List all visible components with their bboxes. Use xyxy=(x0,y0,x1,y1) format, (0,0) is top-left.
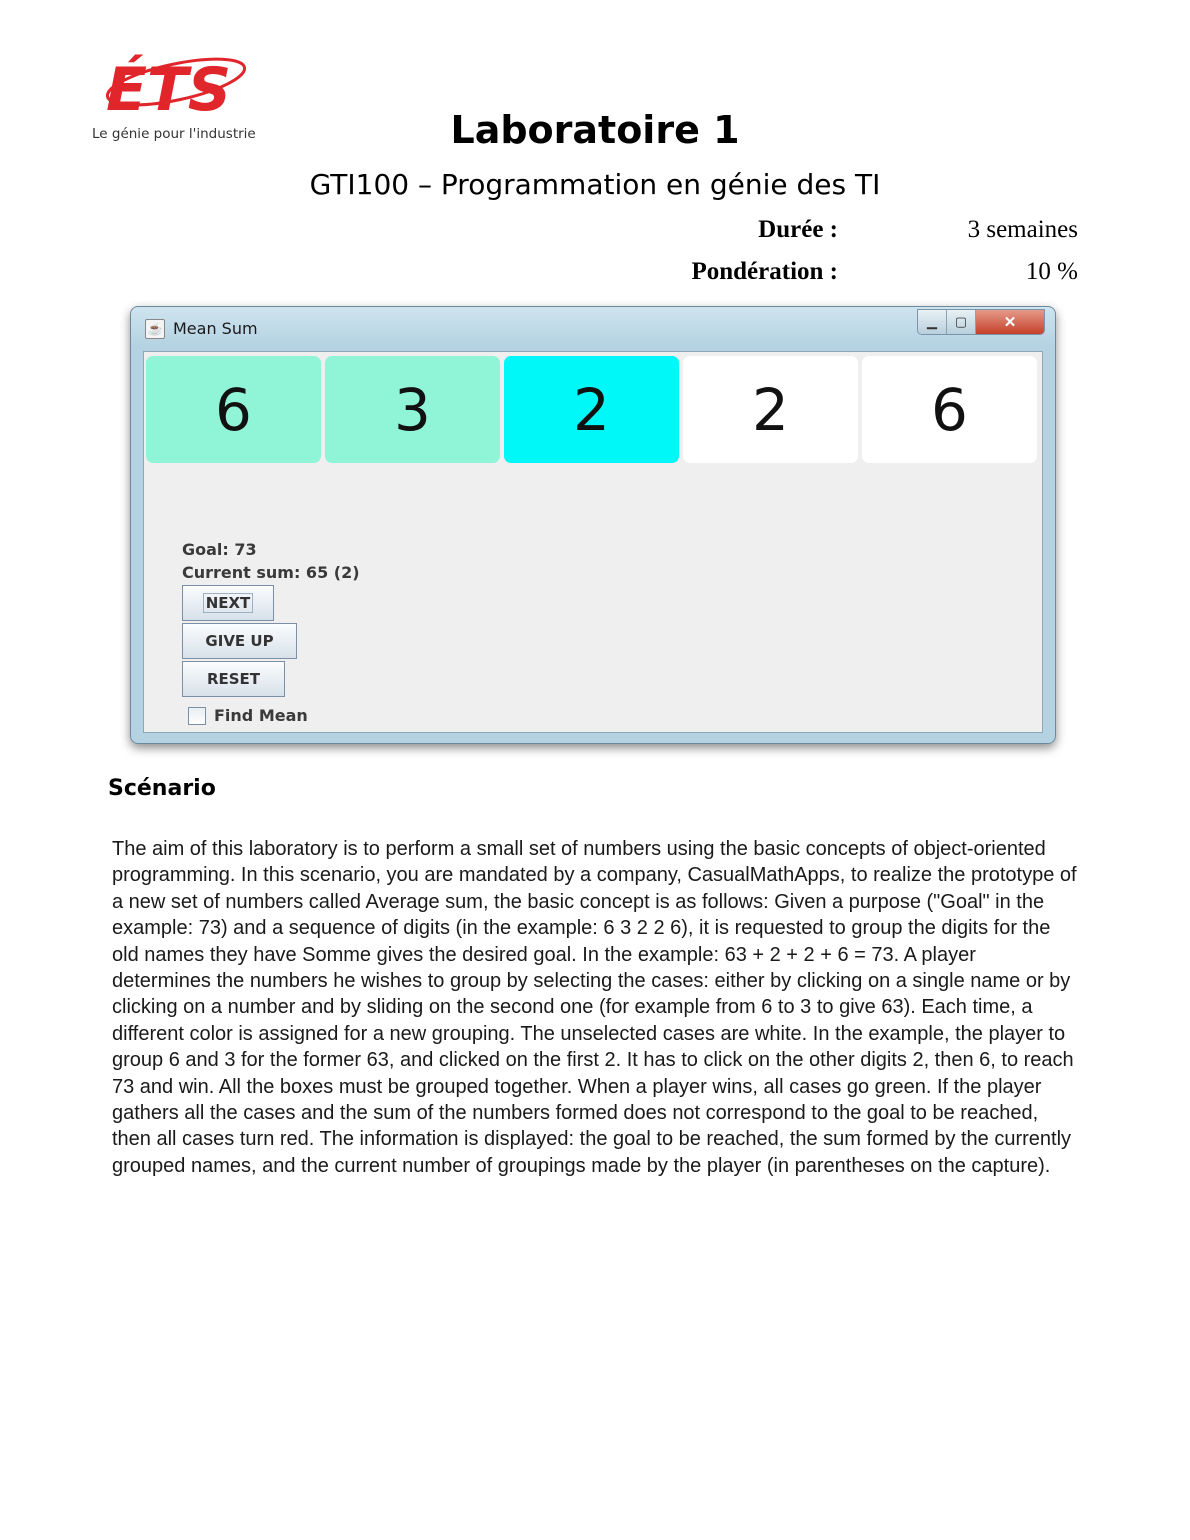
digit-tile[interactable]: 3 xyxy=(325,356,500,463)
give-up-button[interactable]: GIVE UP xyxy=(182,623,297,659)
digit-tile[interactable]: 6 xyxy=(862,356,1037,463)
duration-value: 3 semaines xyxy=(967,216,1078,243)
close-icon[interactable]: ✕ xyxy=(976,310,1044,334)
current-sum-label: Current sum: 65 (2) xyxy=(182,563,360,582)
digit-tile[interactable]: 2 xyxy=(683,356,858,463)
digit-tile[interactable]: 2 xyxy=(504,356,679,463)
checkbox-box[interactable] xyxy=(188,707,206,725)
find-mean-checkbox[interactable] xyxy=(188,706,308,725)
find-mean-label: Find Mean xyxy=(214,706,308,725)
weight-value: 10 % xyxy=(1025,258,1078,285)
maximize-icon[interactable]: ▢ xyxy=(947,310,976,334)
window-controls xyxy=(917,309,1045,335)
minimize-icon[interactable]: ▁ xyxy=(918,310,947,334)
next-button[interactable] xyxy=(182,585,274,621)
scenario-paragraph: The aim of this laboratory is to perform a small set of numbers using the basic concepts of object-oriented programming. In this scenario, you are mandated by a company, CasualMathApps, to realize the prototype of a new set of numbers called Average sum, the basic concept is as follows: Given a purpose ("Goal" in the example: 73) and a sequence of digits (in the example: 6 3 2 2 6), it is requested to group the digits for the old names they have Somme gives the desired goal. In the example: 63 + 2 + 2 + 6 = 73. A player determines the numbers he wishes to group by selecting the cases: either by clicking on a single name or by clicking on a number and by sliding on the second one (for example from 6 to 3 to give 63). Each time, a different color is assigned for a new grouping. The unselected cases are white. In the example, the player to group 6 and 3 for the former 63, and clicked on the first 2. It has to click on the other digits 2, then 6, to reach 73 and win. All the boxes must be grouped together. When a player wins, all cases go green. If the player gathers all the cases and the sum of the numbers formed does not correspond to the goal to be reached, then all cases turn red. The information is displayed: the goal to be reached, the sum formed by the currently grouped names, and the current number of groupings made by the player (in parentheses on the capture). xyxy=(112,838,1077,1177)
scenario-heading: Scénario xyxy=(108,776,216,801)
logo-text: ÉTS xyxy=(106,55,232,120)
java-cup-icon: ☕ xyxy=(145,319,165,339)
page-subtitle: GTI100 – Programmation en génie des TI xyxy=(309,168,881,201)
reset-button[interactable]: RESET xyxy=(182,661,285,697)
duration-label: Durée : xyxy=(758,216,838,243)
logo-tagline: Le génie pour l'industrie xyxy=(92,126,256,142)
digit-tile[interactable]: 6 xyxy=(146,356,321,463)
mean-sum-window xyxy=(130,306,1056,744)
digit-tiles xyxy=(146,356,1037,463)
weight-label: Pondération : xyxy=(691,258,838,285)
window-title: Mean Sum xyxy=(173,319,258,338)
next-button-label: NEXT xyxy=(203,593,254,613)
window-client-area xyxy=(143,351,1043,733)
goal-label: Goal: 73 xyxy=(182,540,257,559)
page-title: Laboratoire 1 xyxy=(450,108,740,152)
